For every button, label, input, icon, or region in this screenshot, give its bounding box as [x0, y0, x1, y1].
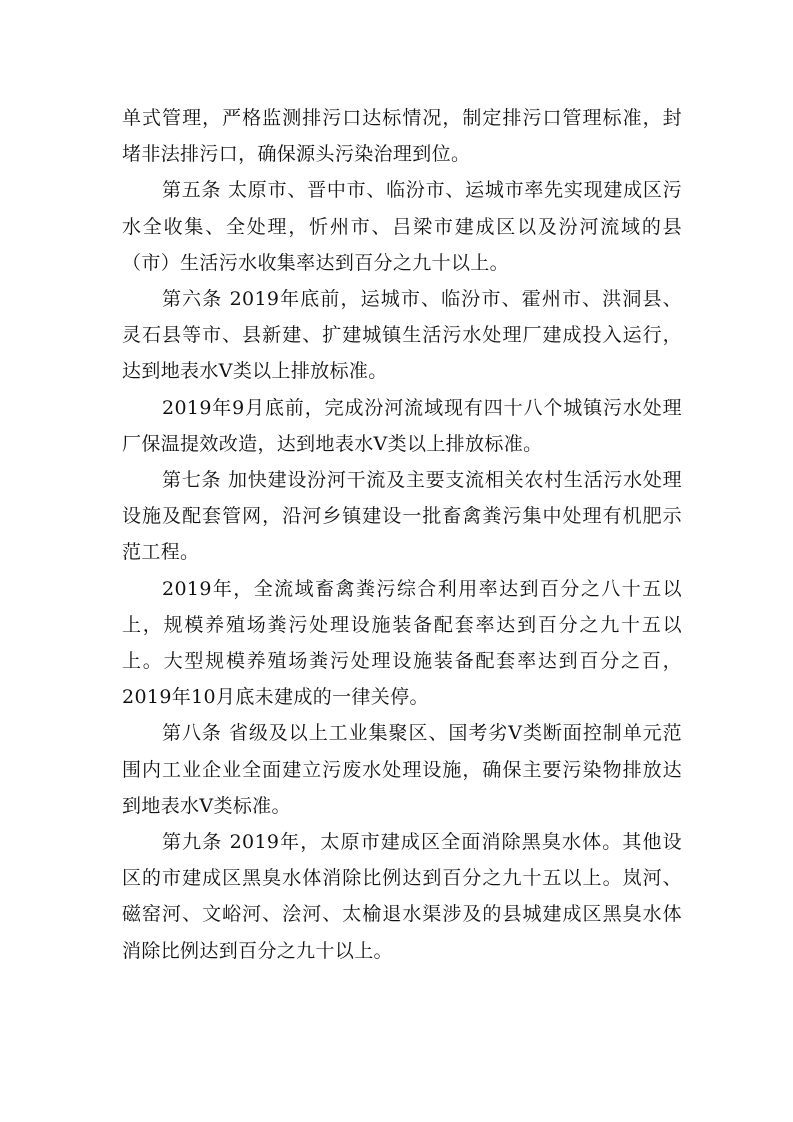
document-body	[122, 100, 682, 969]
paragraph-continued-clause: 单式管理，严格监测排污口达标情况，制定排污口管理标准，封堵非法排污口，确保源头污染治理到位。	[122, 107, 682, 166]
paragraph-article-5: 第五条 太原市、晋中市、临汾市、运城市率先实现建成区污水全收集、全处理，忻州市、吕梁市建成区以及汾河流域的县（市）生活污水收集率达到百分之九十以上。	[122, 179, 682, 274]
paragraph-article-8: 第八条 省级及以上工业集聚区、国考劣Ⅴ类断面控制单元范围内工业企业全面建立污废水处理设施，确保主要污染物排放达到地表水Ⅴ类标准。	[122, 722, 682, 817]
paragraph-article-6-sub: 2019年9月底前，完成汾河流域现有四十八个城镇污水处理厂保温提效改造，达到地表水Ⅴ类以上排放标准。	[122, 396, 682, 455]
paragraph-article-6: 第六条 2019年底前，运城市、临汾市、霍州市、洪洞县、灵石县等市、县新建、扩建城镇生活污水处理厂建成投入运行，达到地表水Ⅴ类以上排放标准。	[122, 288, 682, 383]
paragraph-article-7-sub: 2019年，全流域畜禽粪污综合利用率达到百分之八十五以上，规模养殖场粪污处理设施装备配套率达到百分之九十五以上。大型规模养殖场粪污处理设施装备配套率达到百分之百，2019年10月底未建成的一律关停。	[122, 577, 682, 709]
paragraph-article-7: 第七条 加快建设汾河干流及主要支流相关农村生活污水处理设施及配套管网，沿河乡镇建设一批畜禽粪污集中处理有机肥示范工程。	[122, 469, 682, 564]
paragraph-article-9: 第九条 2019年，太原市建成区全面消除黑臭水体。其他设区的市建成区黑臭水体消除比例达到百分之九十五以上。岚河、磁窑河、文峪河、浍河、太榆退水渠涉及的县城建成区黑臭水体消除比例达到百分之九十以上。	[122, 831, 682, 962]
